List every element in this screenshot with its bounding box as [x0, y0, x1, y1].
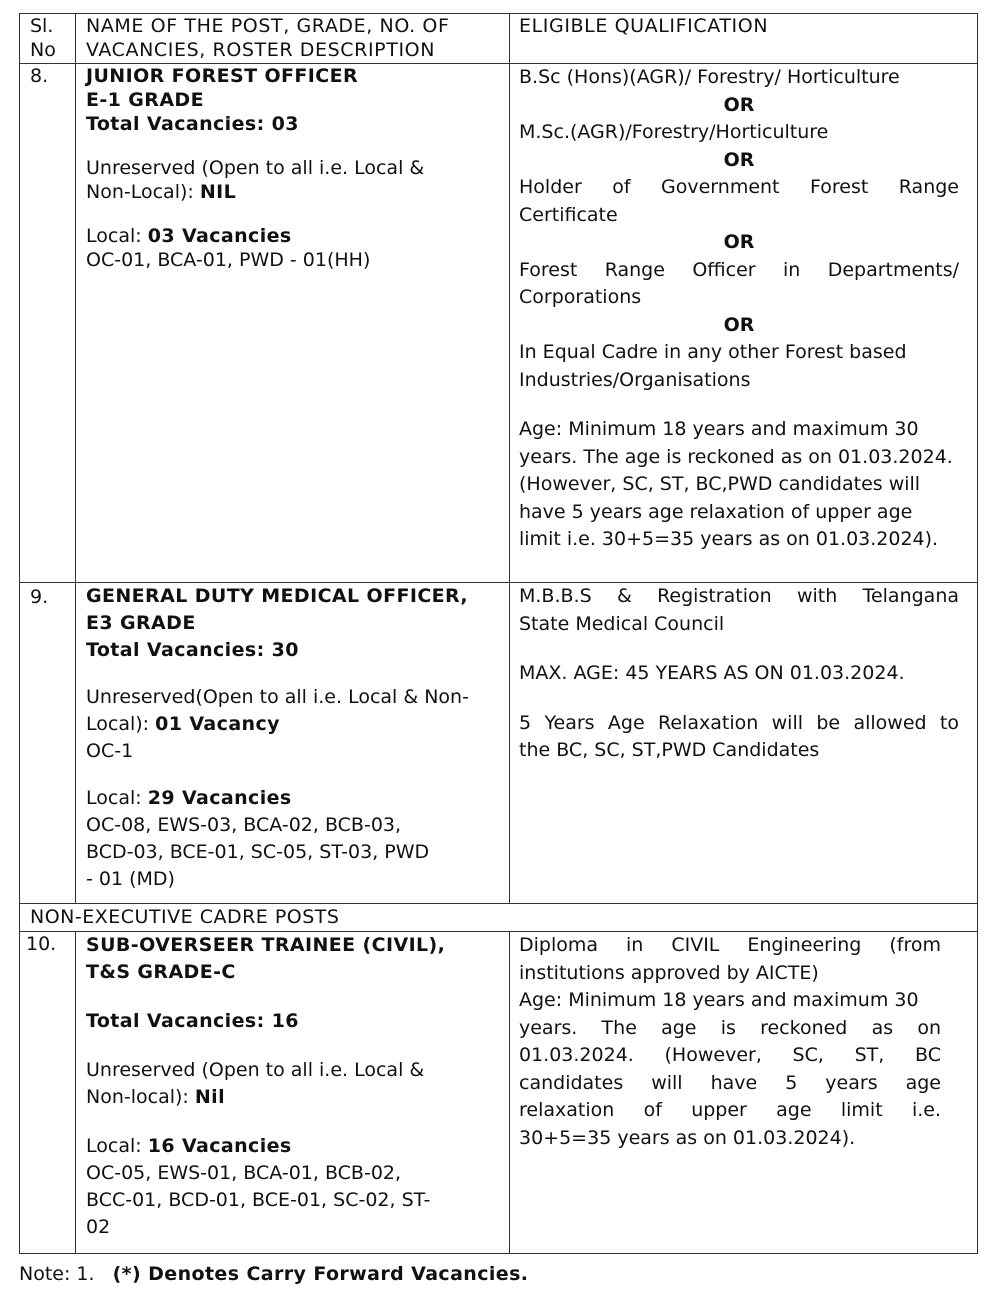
- or-separator: OR: [723, 231, 755, 253]
- vacancy-table: [19, 13, 978, 1254]
- qualification-option-line: Certificate: [519, 203, 618, 226]
- age-criteria-line: candidates will have 5 years age: [519, 1071, 941, 1094]
- note-text: (*) Denotes Carry Forward Vacancies.: [112, 1263, 529, 1285]
- post-title: SUB-OVERSEER TRAINEE (CIVIL),: [86, 934, 446, 956]
- age-relaxation-line: 5 Years Age Relaxation will be allowed to: [519, 711, 959, 734]
- local-value: 29 Vacancies: [147, 787, 292, 809]
- age-relaxation-line: the BC, SC, ST,PWD Candidates: [519, 739, 820, 761]
- local-value: 03 Vacancies: [147, 225, 292, 247]
- or-separator: OR: [723, 313, 755, 336]
- roster-text: OC-08, EWS-03, BCA-02, BCB-03, BCD-03, BCE-01, SC-05, ST-03, PWD - 01 (MD): [86, 814, 430, 890]
- header-qualification: ELIGIBLE QUALIFICATION: [510, 14, 978, 64]
- row-sl-no: 10.: [20, 932, 76, 1254]
- local-label: Local:: [86, 225, 142, 247]
- post-grade: T&S GRADE-C: [86, 961, 236, 983]
- qualification-option-line: Forest Range Officer in Departments/: [519, 258, 959, 281]
- qualification-option: [519, 174, 959, 229]
- local-label: Local:: [86, 787, 142, 809]
- qualification-option-line: Diploma in CIVIL Engineering (from: [519, 934, 941, 956]
- age-relaxation: [519, 710, 959, 765]
- header-post-line2: VACANCIES, ROSTER DESCRIPTION: [86, 39, 436, 61]
- qualification-option: In Equal Cadre in any other Forest based Industries/Organisations: [519, 341, 907, 391]
- row-sl-no: 9.: [20, 583, 76, 904]
- unreserved-line: [86, 1057, 503, 1111]
- header-sl-label: Sl.: [30, 15, 54, 37]
- footnote: [19, 1261, 528, 1287]
- age-criteria-line: 30+5=35 years as on 01.03.2024).: [519, 1126, 856, 1149]
- table-row: [20, 64, 978, 583]
- row-sl-no: 8.: [20, 64, 76, 583]
- total-vacancies: Total Vacancies: 16: [86, 1010, 299, 1032]
- total-vacancies: Total Vacancies: 30: [86, 639, 299, 661]
- unreserved-line: [86, 684, 503, 738]
- qualification-option: [519, 583, 959, 638]
- post-title: GENERAL DUTY MEDICAL OFFICER,: [86, 585, 469, 607]
- roster-text: OC-05, EWS-01, BCA-01, BCB-02, BCC-01, BCD-01, BCE-01, SC-02, ST-02: [86, 1162, 431, 1238]
- local-line: [86, 224, 503, 248]
- total-vacancies: Total Vacancies: 03: [86, 113, 299, 135]
- qualification-option: [519, 932, 941, 987]
- qualification-option: B.Sc (Hons)(AGR)/ Forestry/ Horticulture: [519, 66, 900, 88]
- table-header-row: [20, 14, 978, 64]
- max-age: MAX. AGE: 45 YEARS AS ON 01.03.2024.: [519, 662, 905, 684]
- age-criteria: Age: Minimum 18 years and maximum 30 years. The age is reckoned as on 01.03.2024. (However, SC, ST, BC,PWD candidates will have 5 years age relaxation of upper age limit i.e. 30+5=35 years as on 01.03.2024).: [519, 418, 953, 550]
- header-post: [76, 14, 510, 64]
- age-criteria-line: years. The age is reckoned as on: [519, 1016, 941, 1039]
- table-row: [20, 932, 978, 1254]
- header-sl-no: [20, 14, 76, 64]
- qualification-option-line: institutions approved by AICTE): [519, 961, 819, 984]
- qualification-option: M.Sc.(AGR)/Forestry/Horticulture: [519, 121, 829, 143]
- age-criteria-line: Age: Minimum 18 years and maximum 30: [519, 989, 919, 1011]
- qualification-option-line: M.B.B.S & Registration with Telangana: [519, 585, 959, 607]
- qualification-option-line: State Medical Council: [519, 612, 725, 635]
- local-value: 16 Vacancies: [147, 1135, 292, 1157]
- qualification-cell: [510, 932, 978, 1254]
- qualification-cell: [510, 64, 978, 583]
- table-row: [20, 583, 978, 904]
- post-grade: E3 GRADE: [86, 612, 196, 634]
- qualification-cell: [510, 583, 978, 904]
- qualification-option-line: Holder of Government Forest Range: [519, 176, 959, 198]
- header-no-label: No: [30, 39, 56, 61]
- post-cell: [76, 583, 510, 904]
- unreserved-roster: OC-1: [86, 740, 134, 762]
- qualification-option: [519, 257, 959, 312]
- or-separator: OR: [723, 93, 755, 116]
- local-line: [86, 1133, 503, 1160]
- post-title: JUNIOR FOREST OFFICER: [86, 65, 358, 87]
- unreserved-value: Nil: [194, 1086, 226, 1108]
- local-line: [86, 785, 503, 812]
- header-post-line1: NAME OF THE POST, GRADE, NO. OF: [86, 15, 450, 37]
- unreserved-value: NIL: [199, 181, 237, 203]
- section-row: [20, 904, 978, 932]
- unreserved-text: Unreserved(Open to all i.e. Local & Non-Local):: [86, 686, 469, 735]
- age-criteria-line: relaxation of upper age limit i.e.: [519, 1099, 941, 1121]
- qualification-option-line: Corporations: [519, 286, 642, 308]
- unreserved-text: Unreserved (Open to all i.e. Local & Non-local):: [86, 1059, 425, 1108]
- post-cell: [76, 64, 510, 583]
- age-criteria-line: 01.03.2024. (However, SC, ST, BC: [519, 1044, 941, 1066]
- or-separator: OR: [723, 148, 755, 171]
- roster-text: OC-01, BCA-01, PWD - 01(HH): [86, 249, 371, 271]
- unreserved-line: [86, 156, 503, 204]
- age-criteria: [519, 987, 941, 1152]
- section-title: NON-EXECUTIVE CADRE POSTS: [20, 904, 978, 932]
- post-grade: E-1 GRADE: [86, 89, 204, 111]
- note-label: Note: 1.: [19, 1263, 95, 1285]
- unreserved-text: Unreserved (Open to all i.e. Local & Non-Local):: [86, 157, 425, 203]
- local-label: Local:: [86, 1135, 142, 1157]
- post-cell: [76, 932, 510, 1254]
- unreserved-value: 01 Vacancy: [155, 713, 280, 735]
